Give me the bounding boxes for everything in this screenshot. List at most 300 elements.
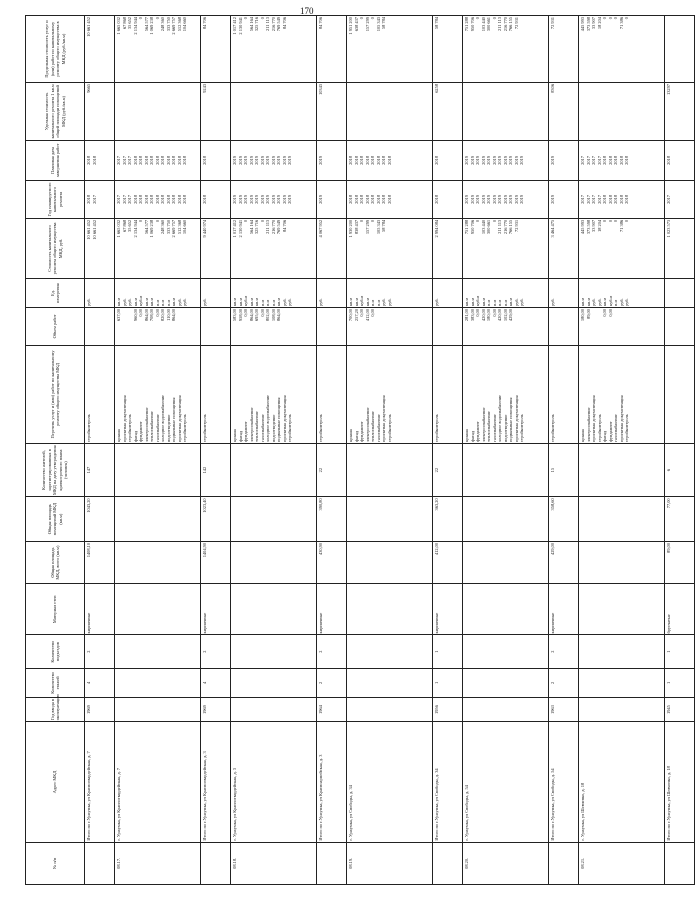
cell-line: 105 343 — [375, 219, 381, 235]
cell-line — [282, 309, 288, 344]
cell-works — [463, 345, 549, 443]
cell-lim — [433, 16, 463, 83]
cell-line: руб. — [287, 298, 292, 306]
cell-vol — [347, 307, 433, 345]
cell-line: 67 868 — [121, 17, 127, 30]
cell-cost — [201, 218, 231, 278]
cell-line: стройконтроль — [550, 414, 555, 442]
cell-line: 2019 — [502, 156, 508, 165]
cell-line: 2018 — [370, 195, 375, 204]
cell-line: 373 598 — [585, 17, 591, 32]
cell-line: 751 288 — [464, 219, 469, 235]
cell-area: 89,00 — [665, 541, 695, 583]
cell-line: 2019 — [469, 195, 475, 204]
cell-line: 751 288 — [464, 17, 469, 32]
cell-line: руб. — [624, 298, 629, 306]
cell-line: 638 437 — [353, 17, 359, 32]
cell-works — [347, 345, 433, 443]
cell-lim — [347, 16, 433, 83]
cell-addr — [579, 722, 665, 842]
cell-line: фасад — [602, 430, 607, 442]
cell-lim — [115, 16, 201, 83]
cell-floors — [579, 668, 665, 697]
cell-cost — [231, 218, 317, 278]
cell-line: 2019 — [519, 195, 524, 204]
cell-unit — [579, 279, 665, 308]
cell-line: 0,00 — [607, 308, 613, 317]
cell-line — [550, 309, 556, 344]
cell-line: 2019 — [464, 195, 469, 204]
cell-line: 35 652 — [127, 219, 132, 232]
cell-works — [317, 345, 347, 443]
cell-line: 564 577 — [143, 219, 149, 235]
cell-line: руб. — [202, 298, 207, 306]
cell-larea: 390,80 — [317, 497, 347, 542]
cell-line: Итого по г.Уржумка, ул Шевченко, д. 18 — [666, 766, 671, 841]
cell-larea: 358,60 — [549, 497, 579, 542]
cell-line: г. Уржумка, ул Шевченко, д. 18 — [580, 782, 585, 841]
cell-line: 2019 — [502, 195, 508, 204]
cell-line: 564 577 — [143, 17, 149, 32]
cell-vol — [85, 307, 115, 345]
cell-spec — [347, 82, 433, 140]
cell-line: п.м — [165, 299, 171, 306]
cell-line: 564 164 — [248, 17, 254, 32]
cell-line: 104 660 — [182, 17, 187, 32]
cell-line: 0 — [359, 219, 364, 223]
cell-line: фундамент — [607, 421, 613, 442]
cell-line: п.м — [160, 299, 165, 306]
cell-entr — [463, 635, 549, 668]
cell-line: проектная документация — [281, 395, 287, 442]
cell-line: руб. — [618, 298, 624, 306]
cell-line: 2017 — [127, 156, 132, 165]
cell-line: теплоснабжение — [370, 411, 375, 442]
cell-line: руб. — [513, 298, 519, 306]
cell-addr — [317, 722, 347, 842]
cell-line: 2018 — [143, 195, 149, 204]
cell-line: 2018 — [202, 156, 207, 165]
cell-line: 0 — [154, 219, 160, 223]
cell-line: 2019 — [318, 195, 323, 204]
cell-year — [463, 697, 549, 722]
cell-line: кв.м — [232, 297, 237, 306]
cell-pd — [317, 140, 347, 180]
cell-line — [666, 280, 672, 306]
cell-line: кв.м — [464, 297, 469, 306]
column-header-1: Адрес МКД — [26, 722, 85, 842]
cell-line: 2019 — [486, 156, 491, 165]
cell-line: 1 930 200 — [348, 219, 353, 238]
cell-line: Итого по г.Уржумка, ул Красноармейская, д. 3 — [318, 754, 323, 841]
cell-line: подвальные помещения — [171, 397, 176, 442]
cell-entr — [115, 635, 201, 668]
cell-entr — [579, 635, 665, 668]
cell-spec: 10343 — [317, 82, 347, 140]
cell-line: Итого по г.Уржумка, ул Красногвардейская, д. 3 — [202, 751, 207, 841]
cell-line: стройконтроль — [386, 414, 392, 442]
cell-py — [231, 181, 317, 219]
cell-no — [549, 842, 579, 884]
cell-works — [85, 345, 115, 443]
cell-wall: кирпичные — [433, 584, 463, 635]
cell-pd — [433, 140, 463, 180]
cell-line: 2018 — [359, 195, 364, 204]
cell-line: 769 549 — [276, 17, 281, 32]
cell-entr: 2 — [85, 635, 115, 668]
cell-wall — [231, 584, 317, 635]
cell-spec — [463, 82, 549, 140]
cell-floors — [347, 668, 433, 697]
cell-spec: 9243 — [201, 82, 231, 140]
cell-line: 2019 — [254, 195, 259, 204]
cell-line: 58 784 — [434, 17, 439, 30]
cell-floors: 4 — [201, 668, 231, 697]
cell-line: г. Уржумка, ул Свободы, д. 34 — [348, 785, 353, 841]
cell-line: проектная документация — [513, 395, 519, 442]
column-header-8: Количество жителей, зарегистрированных в МКД на дату утверждения краткосрочного плана (человек) — [26, 443, 85, 496]
cell-addr — [463, 722, 549, 842]
cell-line: 2019 — [259, 156, 265, 165]
cell-floors: 1 — [665, 668, 695, 697]
cell-larea — [231, 497, 317, 542]
cell-line: 2019 — [491, 156, 497, 165]
cell-line: холодное водоснабжение — [160, 394, 165, 442]
cell-area — [579, 541, 665, 583]
cell-line: газоснабжение — [259, 414, 265, 442]
cell-line: 33 907 — [591, 17, 596, 30]
cell-floors: 2 — [549, 668, 579, 697]
cell-line: фундамент — [475, 421, 480, 442]
cell-line: 0,00 — [138, 308, 143, 317]
cell-line: фасад — [237, 430, 243, 442]
column-header-14: Плановая дата завершения работ — [26, 140, 85, 180]
capital-repair-table — [25, 15, 695, 885]
cell-line: руб. — [550, 298, 555, 306]
cell-line: кв.м — [585, 297, 591, 306]
cell-line: 445 993 — [580, 219, 585, 235]
cell-line: 2018 — [434, 195, 439, 204]
cell-line: куб.м — [243, 295, 248, 306]
table-row — [463, 16, 549, 885]
cell-line — [666, 17, 672, 81]
column-header-10: Объем работ — [26, 307, 85, 345]
cell-line: 429,00 — [508, 308, 513, 322]
cell-py — [317, 181, 347, 219]
cell-works — [201, 345, 231, 443]
cell-line: фасад — [132, 430, 138, 442]
cell-lim — [85, 16, 115, 83]
cell-res: 142 — [201, 443, 231, 496]
cell-line: 2019 — [287, 156, 292, 165]
cell-line: холодное водоснабжение — [265, 394, 270, 442]
cell-entr: 1 — [665, 635, 695, 668]
cell-line: 10 661 452 — [86, 219, 91, 240]
cell-floors — [231, 668, 317, 697]
cell-line: 820,00 — [160, 308, 165, 322]
cell-line: 2017 — [585, 156, 591, 165]
cell-line: 2018 — [364, 195, 370, 204]
cell-line: руб. — [519, 298, 524, 306]
cell-line: 2019 — [243, 195, 248, 204]
cell-line: фасад — [469, 430, 475, 442]
cell-line: г. Уржумка, ул Красногвардейская, д. 3 — [232, 768, 237, 841]
cell-pd — [579, 140, 665, 180]
cell-line: 0 — [138, 219, 143, 223]
cell-line: электроснабжение — [143, 407, 149, 442]
cell-line: 325 716 — [254, 17, 259, 32]
cell-line: 2019 — [513, 156, 519, 165]
cell-line: 512 368 — [176, 17, 182, 32]
cell-line: 2018 — [165, 195, 171, 204]
cell-line: холодное водоснабжение — [497, 394, 502, 442]
cell-line: 2018 — [348, 156, 353, 165]
cell-line: 2019 — [276, 156, 281, 165]
cell-vol — [665, 307, 695, 345]
cell-line: 0 — [624, 219, 629, 223]
cell-line: газоснабжение — [491, 414, 497, 442]
cell-line: 958,00 — [237, 308, 243, 322]
cell-entr: 2 — [549, 635, 579, 668]
cell-no — [201, 842, 231, 884]
table-row — [85, 16, 115, 885]
cell-line: 211 113 — [497, 17, 502, 31]
cell-line: 58 784 — [381, 219, 386, 232]
cell-line: 2018 — [613, 195, 618, 204]
cell-larea: 363,20 — [433, 497, 463, 542]
cell-line: 248 360 — [160, 17, 165, 32]
cell-year: 1969 — [85, 697, 115, 722]
cell-line: Итого по г.Уржумка, ул Свободы, д. 54 — [550, 768, 555, 841]
cell-line: 0 — [370, 219, 375, 223]
cell-line: 211 113 — [265, 219, 270, 234]
cell-line: руб. — [318, 298, 323, 306]
cell-py — [115, 181, 201, 219]
cell-line: 2019 — [480, 195, 486, 204]
cell-line: 2018 — [618, 195, 624, 204]
cell-unit — [347, 279, 433, 308]
cell-line: 637,00 — [116, 308, 121, 322]
cell-line: п.м — [259, 299, 265, 306]
cell-addr — [433, 722, 463, 842]
column-header-16: Предельная стоимость услуг и (или) работ по капитальному ремонту общего имущества в МКД (руб./кв.м) — [26, 16, 85, 83]
cell-line: 0 — [370, 17, 375, 20]
cell-line: 2019 — [469, 156, 475, 165]
cell-line: газоснабжение — [154, 414, 160, 442]
cell-line: 2019 — [318, 156, 323, 165]
cell-spec — [115, 82, 201, 140]
cell-larea — [347, 497, 433, 542]
table-row — [433, 16, 463, 885]
cell-line: руб. — [86, 298, 91, 306]
cell-wall — [347, 584, 433, 635]
cell-line: 2017 — [127, 195, 132, 204]
cell-area: 1408,10 — [85, 541, 115, 583]
cell-line: 2018 — [624, 195, 629, 204]
cell-line: п.м — [613, 299, 618, 306]
cell-line: водоотведение — [502, 414, 508, 442]
cell-line: 2018 — [149, 195, 154, 204]
cell-line: 2018 — [359, 156, 364, 165]
cell-line: 2019 — [475, 156, 480, 165]
cell-line: кв.м — [580, 297, 585, 306]
cell-line: 2018 — [86, 195, 91, 204]
table-row — [201, 16, 231, 885]
cell-line: кв.м — [353, 297, 359, 306]
cell-vol — [433, 307, 463, 345]
cell-line: 2019 — [259, 195, 265, 204]
cell-addr — [115, 722, 201, 842]
cell-entr: 2 — [317, 635, 347, 668]
cell-line: подвальные помещения — [508, 397, 513, 442]
cell-line: 0 — [491, 17, 497, 20]
cell-line: стройконтроль — [182, 414, 187, 442]
cell-addr — [347, 722, 433, 842]
cell-line: 0 — [491, 219, 497, 223]
cell-line: 2019 — [265, 156, 270, 165]
cell-line: 864,00 — [143, 308, 149, 322]
cell-area — [231, 541, 317, 583]
cell-line: 0 — [475, 219, 480, 223]
cell-line: п.м — [491, 299, 497, 306]
cell-line: кв.м — [143, 297, 149, 306]
cell-line: газоснабжение — [375, 414, 381, 442]
cell-line: руб. — [176, 298, 182, 306]
cell-spec: 8306 — [549, 82, 579, 140]
cell-line: 412,00 — [364, 308, 370, 322]
cell-line: 10 661 452 — [91, 219, 97, 240]
cell-line: 2018 — [607, 195, 613, 204]
cell-line: 2018 — [160, 156, 165, 165]
cell-py — [433, 181, 463, 219]
cell-line: 0 — [624, 17, 629, 20]
cell-line: 2019 — [550, 156, 555, 165]
cell-line: 2019 — [486, 195, 491, 204]
cell-line: фундамент — [359, 421, 364, 442]
cell-line: 0 — [259, 17, 265, 20]
cell-line: 0 — [613, 219, 618, 223]
cell-line: 2018 — [353, 195, 359, 204]
cell-line: 583,00 — [232, 308, 237, 322]
cell-res — [463, 443, 549, 496]
cell-line: фасад — [353, 430, 359, 442]
cell-larea — [579, 497, 665, 542]
cell-line: 105 343 — [375, 17, 381, 32]
cell-line: кв.м — [237, 297, 243, 306]
cell-line: п.м — [370, 299, 375, 306]
cell-cost — [579, 218, 665, 278]
cell-unit — [231, 279, 317, 308]
cell-line: 2018 — [370, 156, 375, 165]
cell-wall: кирпичные — [317, 584, 347, 635]
cell-line: 2017 — [585, 195, 591, 204]
cell-works — [433, 345, 463, 443]
cell-vol — [463, 307, 549, 345]
cell-cost — [347, 218, 433, 278]
cell-res — [115, 443, 201, 496]
cell-line: руб. — [381, 298, 386, 306]
cell-line: 2018 — [143, 156, 149, 165]
cell-line: 2018 — [202, 195, 207, 204]
cell-line: 802,00 — [265, 308, 270, 322]
cell-line: 2018 — [386, 156, 392, 165]
cell-line: 2018 — [138, 195, 143, 204]
table-header-row — [26, 16, 85, 885]
cell-line: 72 931 — [550, 17, 555, 30]
cell-line: 2019 — [497, 195, 502, 204]
cell-res: 15 — [549, 443, 579, 496]
cell-line: подвальные помещения — [276, 397, 281, 442]
cell-line: 1 023 573 — [666, 219, 671, 238]
cell-line: 2019 — [513, 195, 519, 204]
cell-line: стройконтроль — [519, 414, 524, 442]
column-header-0: № п/п — [26, 842, 85, 884]
column-header-9: Перечень услуг и (или) работ по капитальному ремонту общего имущества МКД — [26, 345, 85, 443]
cell-line: 33 907 — [591, 219, 596, 232]
cell-line: 2018 — [624, 156, 629, 165]
table-row — [115, 16, 201, 885]
table-row — [665, 16, 695, 885]
cell-line: 84 706 — [281, 17, 287, 30]
cell-py — [549, 181, 579, 219]
cell-line: 2018 — [666, 156, 671, 165]
cell-no: 08.17. — [115, 842, 201, 884]
cell-line: проектная документация — [121, 395, 127, 442]
cell-line — [514, 309, 520, 344]
cell-line: 2019 — [480, 156, 486, 165]
cell-works — [231, 345, 317, 443]
cell-pd — [665, 140, 695, 180]
cell-line: 2019 — [464, 156, 469, 165]
cell-area: 429,00 — [549, 541, 579, 583]
cell-line: 67 868 — [121, 219, 127, 232]
cell-line: 960,00 — [132, 308, 138, 322]
cell-res: 22 — [317, 443, 347, 496]
cell-line: 216 770 — [270, 219, 276, 235]
cell-line: 333 750 — [165, 17, 171, 32]
cell-line: кв.м — [469, 297, 475, 306]
cell-line: крыша — [116, 429, 121, 442]
cell-line: кв.м — [364, 297, 370, 306]
cell-line: 2018 — [602, 156, 607, 165]
cell-line: электроснабжение — [364, 407, 370, 442]
cell-floors: 2 — [317, 668, 347, 697]
cell-line — [666, 309, 672, 344]
cell-addr — [549, 722, 579, 842]
cell-py — [85, 181, 115, 219]
cell-line: 110,00 — [165, 308, 171, 321]
cell-line: стройконтроль — [624, 414, 629, 442]
cell-pd — [347, 140, 433, 180]
cell-line: 700,00 — [348, 308, 353, 322]
cell-no — [85, 842, 115, 884]
cell-line: 2019 — [550, 195, 555, 204]
cell-addr — [665, 722, 695, 842]
cell-vol — [317, 307, 347, 345]
column-header-3: Количество этажей — [26, 668, 85, 697]
rotated-page-content — [25, 15, 671, 885]
cell-larea: 1043,20 — [85, 497, 115, 542]
cell-line: 2018 — [434, 156, 439, 165]
cell-line: п.м — [502, 299, 508, 306]
cell-line: 0,00 — [491, 308, 497, 317]
cell-line: стройконтроль — [86, 414, 91, 442]
cell-vol — [115, 307, 201, 345]
cell-py — [463, 181, 549, 219]
cell-line: 102,00 — [502, 308, 508, 322]
cell-line: электроснабжение — [585, 407, 591, 442]
cell-line: п.м — [154, 299, 160, 306]
